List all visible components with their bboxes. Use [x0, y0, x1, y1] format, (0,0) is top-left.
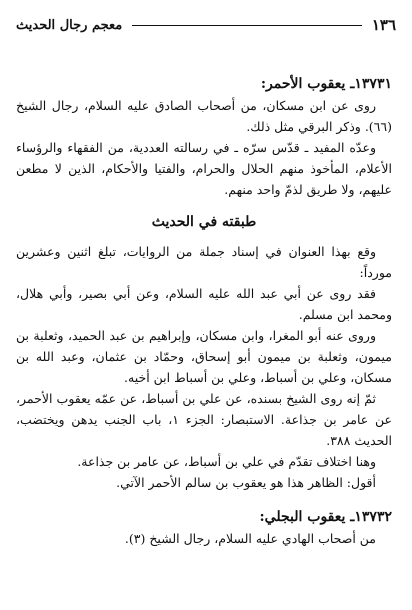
book-title: معجم رجال الحديث [16, 17, 123, 33]
entry-title: ١٣٧٣١ـ يعقوب الأحمر: [260, 76, 392, 92]
paragraph: أقول: الظاهر هذا هو يعقوب بن سالم الأحمر الآتي. [116, 475, 376, 490]
page-content [16, 74, 392, 549]
entry-title: ١٣٧٣٢ـ يعقوب البجلي: [259, 509, 392, 525]
paragraph: وهنا اختلاف تقدّم في علي بن أسباط، عن عامر بن جذاعة. [77, 454, 376, 469]
header-rule [132, 25, 362, 26]
page-number: ١٣٦ [371, 16, 396, 34]
paragraph: وروى عنه أبو المغرا، وابن مسكان، وإبراهيم بن عبد الحميد، وثعلبة بن ميمون، وثعلبة بن ميمون أبو إسحاق، وحمّاد بن عثمان، وعبد الله بن مسكان، وعلي بن أسباط، وعلي بن أسباط ابن أخيه. [16, 328, 392, 385]
paragraph: ثمّ إنه روى الشيخ بسنده، عن علي بن أسباط، عن عمّه يعقوب الأحمر، عن عامر بن جذاعة. الاستبصار: الجزء ١، باب الجنب يدهن ويختضب، الحديث ٣٨٨. [16, 391, 392, 448]
paragraph: فقد روى عن أبي عبد الله عليه السلام، وعن أبي بصير، وأبي هلال، ومحمد ابن مسلم. [16, 286, 392, 322]
spacer [16, 493, 392, 507]
paragraph: وقع بهذا العنوان في إسناد جملة من الروايات، تبلغ اثنين وعشرين مورداً: [16, 244, 392, 280]
paragraph: روى عن ابن مسكان، من أصحاب الصادق عليه السلام، رجال الشيخ (٦٦). وذكر البرقي مثل ذلك. [16, 98, 392, 134]
section-title: طبقته في الحديث [151, 214, 257, 230]
paragraph: من أصحاب الهادي عليه السلام، رجال الشيخ (٣). [124, 531, 376, 546]
paragraph: وعدّه المفيد ـ قدّس سرّه ـ في رسالته العددية، من الفقهاء والرؤساء الأعلام، المأخوذ منهم الحلال والحرام، والفتيا والأحكام، الذين لا مطعن عليهم، ولا طريق لذمّ واحد منهم. [16, 140, 392, 197]
page-header [16, 14, 396, 36]
